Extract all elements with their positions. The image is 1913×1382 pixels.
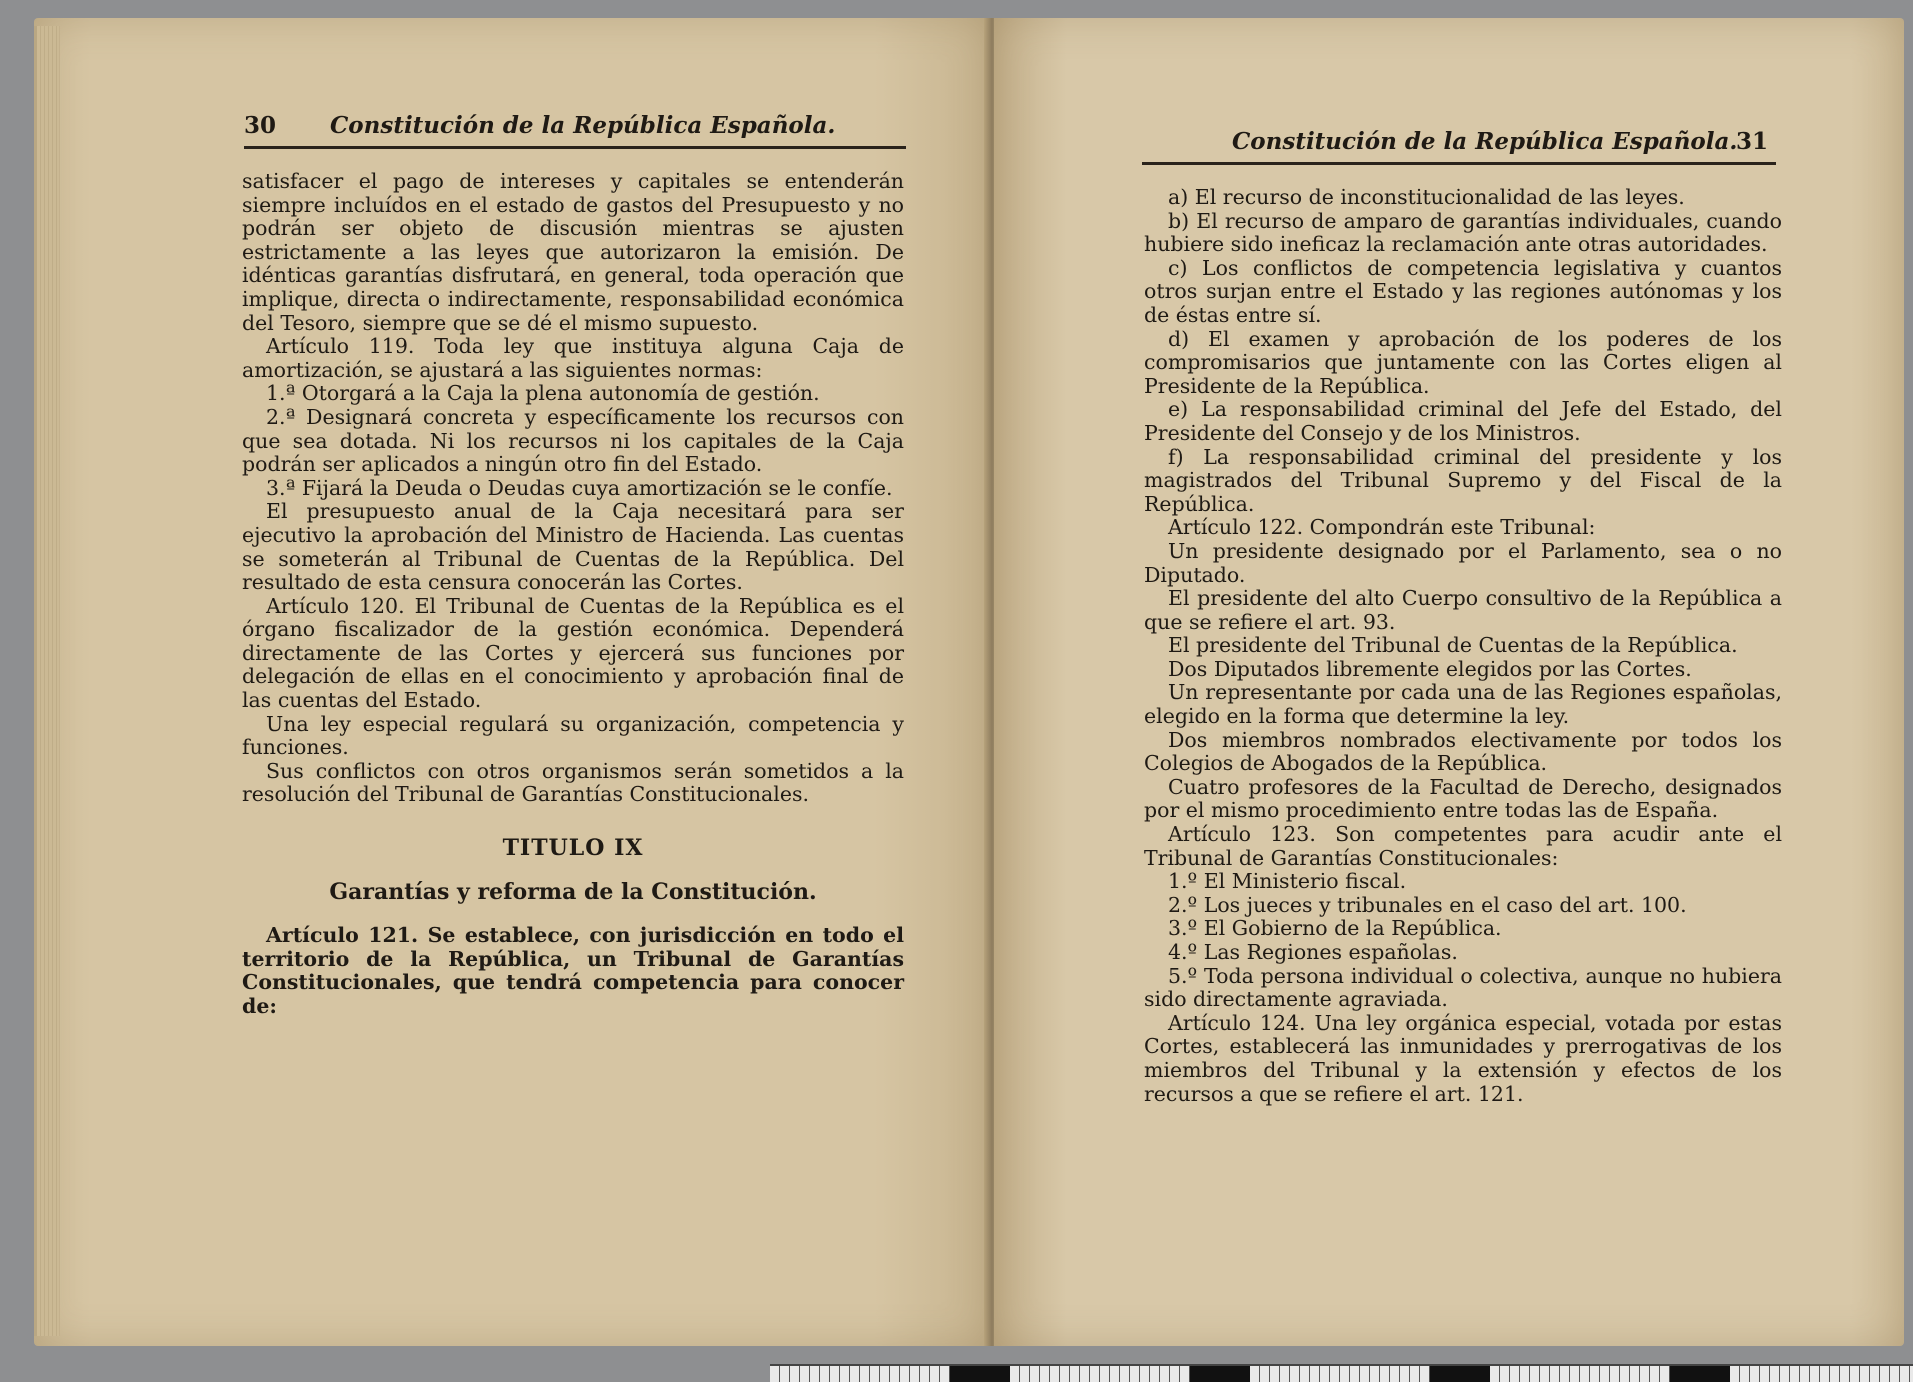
left-page: [34, 18, 989, 1346]
paragraph: El presupuesto anual de la Caja necesitará para ser ejecutivo la aprobación del Ministro de Hacienda. Las cuentas se someterán al Tribunal de Cuentas de la República. Del resultado de esta censura conocerán las Cortes.: [242, 499, 904, 595]
paragraph: 4.º Las Regiones españolas.: [1168, 940, 1458, 964]
paragraph: El presidente del Tribunal de Cuentas de la República.: [1168, 633, 1738, 658]
paragraph: b) El recurso de amparo de garantías individuales, cuando hubiere sido ineficaz la reclamación ante otras autoridades.: [1144, 208, 1782, 257]
paragraph: 2.º Los jueces y tribunales en el caso del art. 100.: [1168, 892, 1687, 917]
right-page-header: [1142, 122, 1776, 165]
section-subtitle: Garantías y reforma de la Constitución.: [329, 878, 817, 905]
section-title: TITULO IX: [502, 835, 644, 862]
paragraph: Una ley especial regulará su organización, competencia y funciones.: [242, 711, 904, 760]
paragraph: f) La responsabilidad criminal del presidente y los magistrados del Tribunal Supremo y del Fiscal de la República.: [1144, 444, 1782, 516]
running-title: Constitución de la República Española.: [330, 112, 836, 139]
paragraph: 2.ª Designará concreta y específicamente los recursos con que sea dotada. Ni los recursos ni los capitales de la Caja podrán ser aplicados a ningún otro fin del Estado.: [242, 404, 904, 477]
paragraph: Artículo 124. Una ley orgánica especial, votada por estas Cortes, establecerá las inmunidades y prerrogativas de los miembros del Tribunal y la extensión y efectos de los recursos a que se refiere el art. 121.: [1144, 1010, 1782, 1106]
paragraph: Artículo 122. Compondrán este Tribunal:: [1168, 515, 1596, 540]
paragraph: Un presidente designado por el Parlamento, sea o no Diputado.: [1144, 538, 1782, 587]
open-book: [34, 18, 1904, 1346]
paragraph: Artículo 121. Se establece, con jurisdicción en todo el territorio de la República, un Tribunal de Garantías Constitucionales, que tendrá competencia para conocer de:: [242, 923, 904, 1018]
paragraph: Un representante por cada una de las Regiones españolas, elegido en la forma que determine la ley.: [1144, 680, 1782, 729]
right-page: [994, 18, 1904, 1346]
paragraph: e) La responsabilidad criminal del Jefe del Estado, del Presidente del Consejo y de los Ministros.: [1144, 397, 1782, 445]
paragraph: El presidente del alto Cuerpo consultivo de la República a que se refiere el art. 93.: [1144, 586, 1782, 634]
paragraph: c) Los conflictos de competencia legislativa y cuantos otros surjan entre el Estado y las regiones autónomas y los de éstas entre sí.: [1144, 255, 1782, 327]
paragraph: Dos Diputados libremente elegidos por las Cortes.: [1168, 656, 1692, 681]
paragraph: a) El recurso de inconstitucionalidad de las leyes.: [1168, 185, 1685, 209]
paragraph: Artículo 119. Toda ley que instituya alguna Caja de amortización, se ajustará a las siguientes normas:: [242, 334, 904, 382]
right-page-body: [1144, 186, 1782, 1106]
left-page-body: [242, 170, 904, 1019]
page-number: 31: [1735, 128, 1768, 155]
paragraph: 3.ª Fijará la Deuda o Deudas cuya amortización se le confíe.: [266, 475, 893, 500]
paragraph: satisfacer el pago de intereses y capitales se entenderán siempre incluídos en el estado de gastos del Presupuesto y no podrán ser objeto de discusión mientras se ajusten estrictamente a las leyes que autorizaron la emisión. De idénticas garantías disfrutará, en general, toda operación que implique, directa o indirectamente, responsabilidad económica del Tesoro, siempre que se dé el mismo supuesto.: [242, 169, 904, 335]
page-edges: [34, 26, 60, 1336]
scale-ruler: [770, 1364, 1913, 1382]
paragraph: 3.º El Gobierno de la República.: [1168, 916, 1502, 941]
page-number: 30: [244, 112, 277, 139]
paragraph: Cuatro profesores de la Facultad de Derecho, designados por el mismo procedimiento entre todas las de España.: [1144, 774, 1782, 823]
running-title: Constitución de la República Española.: [1232, 128, 1738, 155]
paragraph: Sus conflictos con otros organismos serán sometidos a la resolución del Tribunal de Garantías Constitucionales.: [242, 758, 904, 807]
left-page-header: [244, 106, 906, 149]
paragraph: 1.ª Otorgará a la Caja la plena autonomía de gestión.: [266, 381, 820, 406]
paragraph: Dos miembros nombrados electivamente por todos los Colegios de Abogados de la República.: [1144, 727, 1782, 776]
paragraph: Artículo 123. Son competentes para acudir ante el Tribunal de Garantías Constitucionales:: [1144, 822, 1782, 870]
paragraph: 5.º Toda persona individual o colectiva, aunque no hubiera sido directamente agraviada.: [1144, 963, 1782, 1012]
paragraph: d) El examen y aprobación de los poderes de los compromisarios que juntamente con las Cortes eligen al Presidente de la República.: [1144, 326, 1782, 398]
paragraph: Artículo 120. El Tribunal de Cuentas de la República es el órgano fiscalizador de la gestión económica. Dependerá directamente de las Cortes y ejercerá sus funciones por delegación de ellas en el conocimiento y aprobación final de las cuentas del Estado.: [242, 593, 904, 713]
paragraph: 1.º El Ministerio fiscal.: [1168, 869, 1407, 894]
